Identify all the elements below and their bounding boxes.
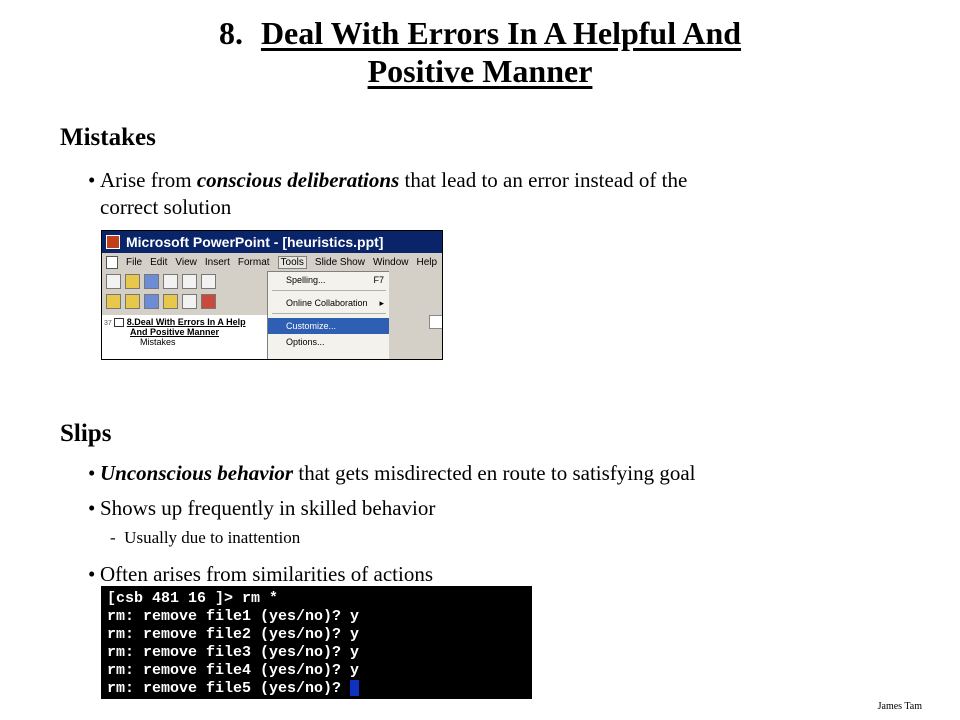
ppt-window-title: Microsoft PowerPoint - [heuristics.ppt] xyxy=(126,234,384,250)
slips-bullet-3 xyxy=(88,561,868,588)
author-footer: James Tam xyxy=(877,701,922,712)
slips-bullet-1 xyxy=(88,460,868,487)
terminal-line-1: [csb 481 16 ]> rm * xyxy=(107,590,279,607)
slips-bullet-2 xyxy=(88,495,868,522)
slips-heading: Slips xyxy=(60,420,112,447)
font-size-box[interactable] xyxy=(429,315,443,329)
title-line-1: Deal With Errors In A Helpful And xyxy=(260,15,742,51)
ppt-menu-view[interactable]: View xyxy=(175,256,197,268)
folder-icon[interactable] xyxy=(106,294,121,309)
ppt-menu-tools[interactable]: Tools xyxy=(278,256,307,269)
mistakes-bullet-line2: correct solution xyxy=(100,195,232,219)
menu-item-label: Online Collaboration xyxy=(286,298,368,308)
ppt-menu-help[interactable]: Help xyxy=(416,256,438,268)
spellcheck-icon[interactable] xyxy=(201,274,216,289)
bullet-dot: • xyxy=(88,168,96,192)
save-icon[interactable] xyxy=(144,274,159,289)
menu-item-options[interactable] xyxy=(268,334,390,350)
ppt-menu-slideshow[interactable]: Slide Show xyxy=(314,256,365,268)
save-icon[interactable] xyxy=(144,294,159,309)
mistakes-bullet xyxy=(88,167,868,221)
submenu-arrow-icon: ▸ xyxy=(379,297,384,308)
tools-menu-dropdown xyxy=(267,271,391,360)
terminal-line-2: rm: remove file1 (yes/no)? y xyxy=(107,608,360,625)
bullet-dot: • xyxy=(88,562,96,586)
ppt-right-area xyxy=(389,271,442,359)
email-icon[interactable] xyxy=(163,274,178,289)
ppt-menu-insert[interactable]: Insert xyxy=(204,256,230,268)
menu-item-label: Spelling... xyxy=(286,275,326,285)
mistakes-bullet-emphasis: conscious deliberations xyxy=(196,168,400,192)
print-icon[interactable] xyxy=(182,274,197,289)
terminal-line-3: rm: remove file2 (yes/no)? y xyxy=(107,626,360,643)
folder-icon[interactable] xyxy=(163,294,178,309)
mistakes-bullet-pre: Arise from xyxy=(100,168,197,192)
document-icon xyxy=(106,256,118,269)
ppt-menu-edit[interactable]: Edit xyxy=(150,256,168,268)
ppt-titlebar xyxy=(102,231,442,253)
terminal-line-5: rm: remove file4 (yes/no)? y xyxy=(107,662,360,679)
new-icon[interactable] xyxy=(106,274,121,289)
outline-line-3: Mistakes xyxy=(140,337,176,348)
outline-line-1: 8.Deal With Errors In A Help xyxy=(126,317,246,327)
menu-item-label: Options... xyxy=(286,337,325,347)
bullet-dot: • xyxy=(88,496,96,520)
mistakes-bullet-post: that lead to an error instead of the xyxy=(399,168,688,192)
dash: - xyxy=(110,528,125,547)
open-icon[interactable] xyxy=(125,274,140,289)
checklist-icon[interactable] xyxy=(182,294,197,309)
terminal-line-6: rm: remove file5 (yes/no)? xyxy=(107,680,351,697)
menu-item-label: Customize... xyxy=(286,321,337,331)
outline-line-2: And Positive Manner xyxy=(130,327,220,338)
title-line-2: Positive Manner xyxy=(367,53,593,89)
menu-item-shortcut: F7 xyxy=(373,275,384,285)
slips-subbullet-text: Usually due to inattention xyxy=(124,528,301,547)
menu-item-spelling[interactable] xyxy=(268,272,390,288)
slips-bullet-2-text: Shows up frequently in skilled behavior xyxy=(100,496,436,520)
powerpoint-screenshot xyxy=(101,230,443,360)
slips-subbullet xyxy=(110,528,300,548)
slips-bullet-emphasis: Unconscious behavior xyxy=(100,461,294,485)
folder-icon[interactable] xyxy=(125,294,140,309)
pen-icon[interactable] xyxy=(201,294,216,309)
mistakes-heading: Mistakes xyxy=(60,124,156,151)
ppt-menubar xyxy=(102,253,442,271)
terminal-cursor xyxy=(350,680,359,696)
ppt-menu-window[interactable]: Window xyxy=(372,256,409,268)
slide-icon xyxy=(114,318,124,327)
ppt-menu-file[interactable]: File xyxy=(126,256,143,268)
menu-item-online-collaboration[interactable] xyxy=(268,295,390,311)
menu-item-customize[interactable] xyxy=(268,318,390,334)
outline-slide-number: 37 xyxy=(104,320,112,327)
slips-bullet-3-text: Often arises from similarities of actions xyxy=(100,562,433,586)
slide-title xyxy=(0,14,960,90)
slips-bullet-1-post: that gets misdirected en route to satisfying goal xyxy=(293,461,696,485)
title-number: 8. xyxy=(218,15,243,51)
ppt-outline-pane xyxy=(102,315,270,359)
ppt-menu-format[interactable]: Format xyxy=(237,256,270,268)
terminal-screenshot xyxy=(101,586,532,699)
terminal-line-4: rm: remove file3 (yes/no)? y xyxy=(107,644,360,661)
bullet-dot: • xyxy=(88,461,96,485)
powerpoint-icon xyxy=(106,235,120,249)
